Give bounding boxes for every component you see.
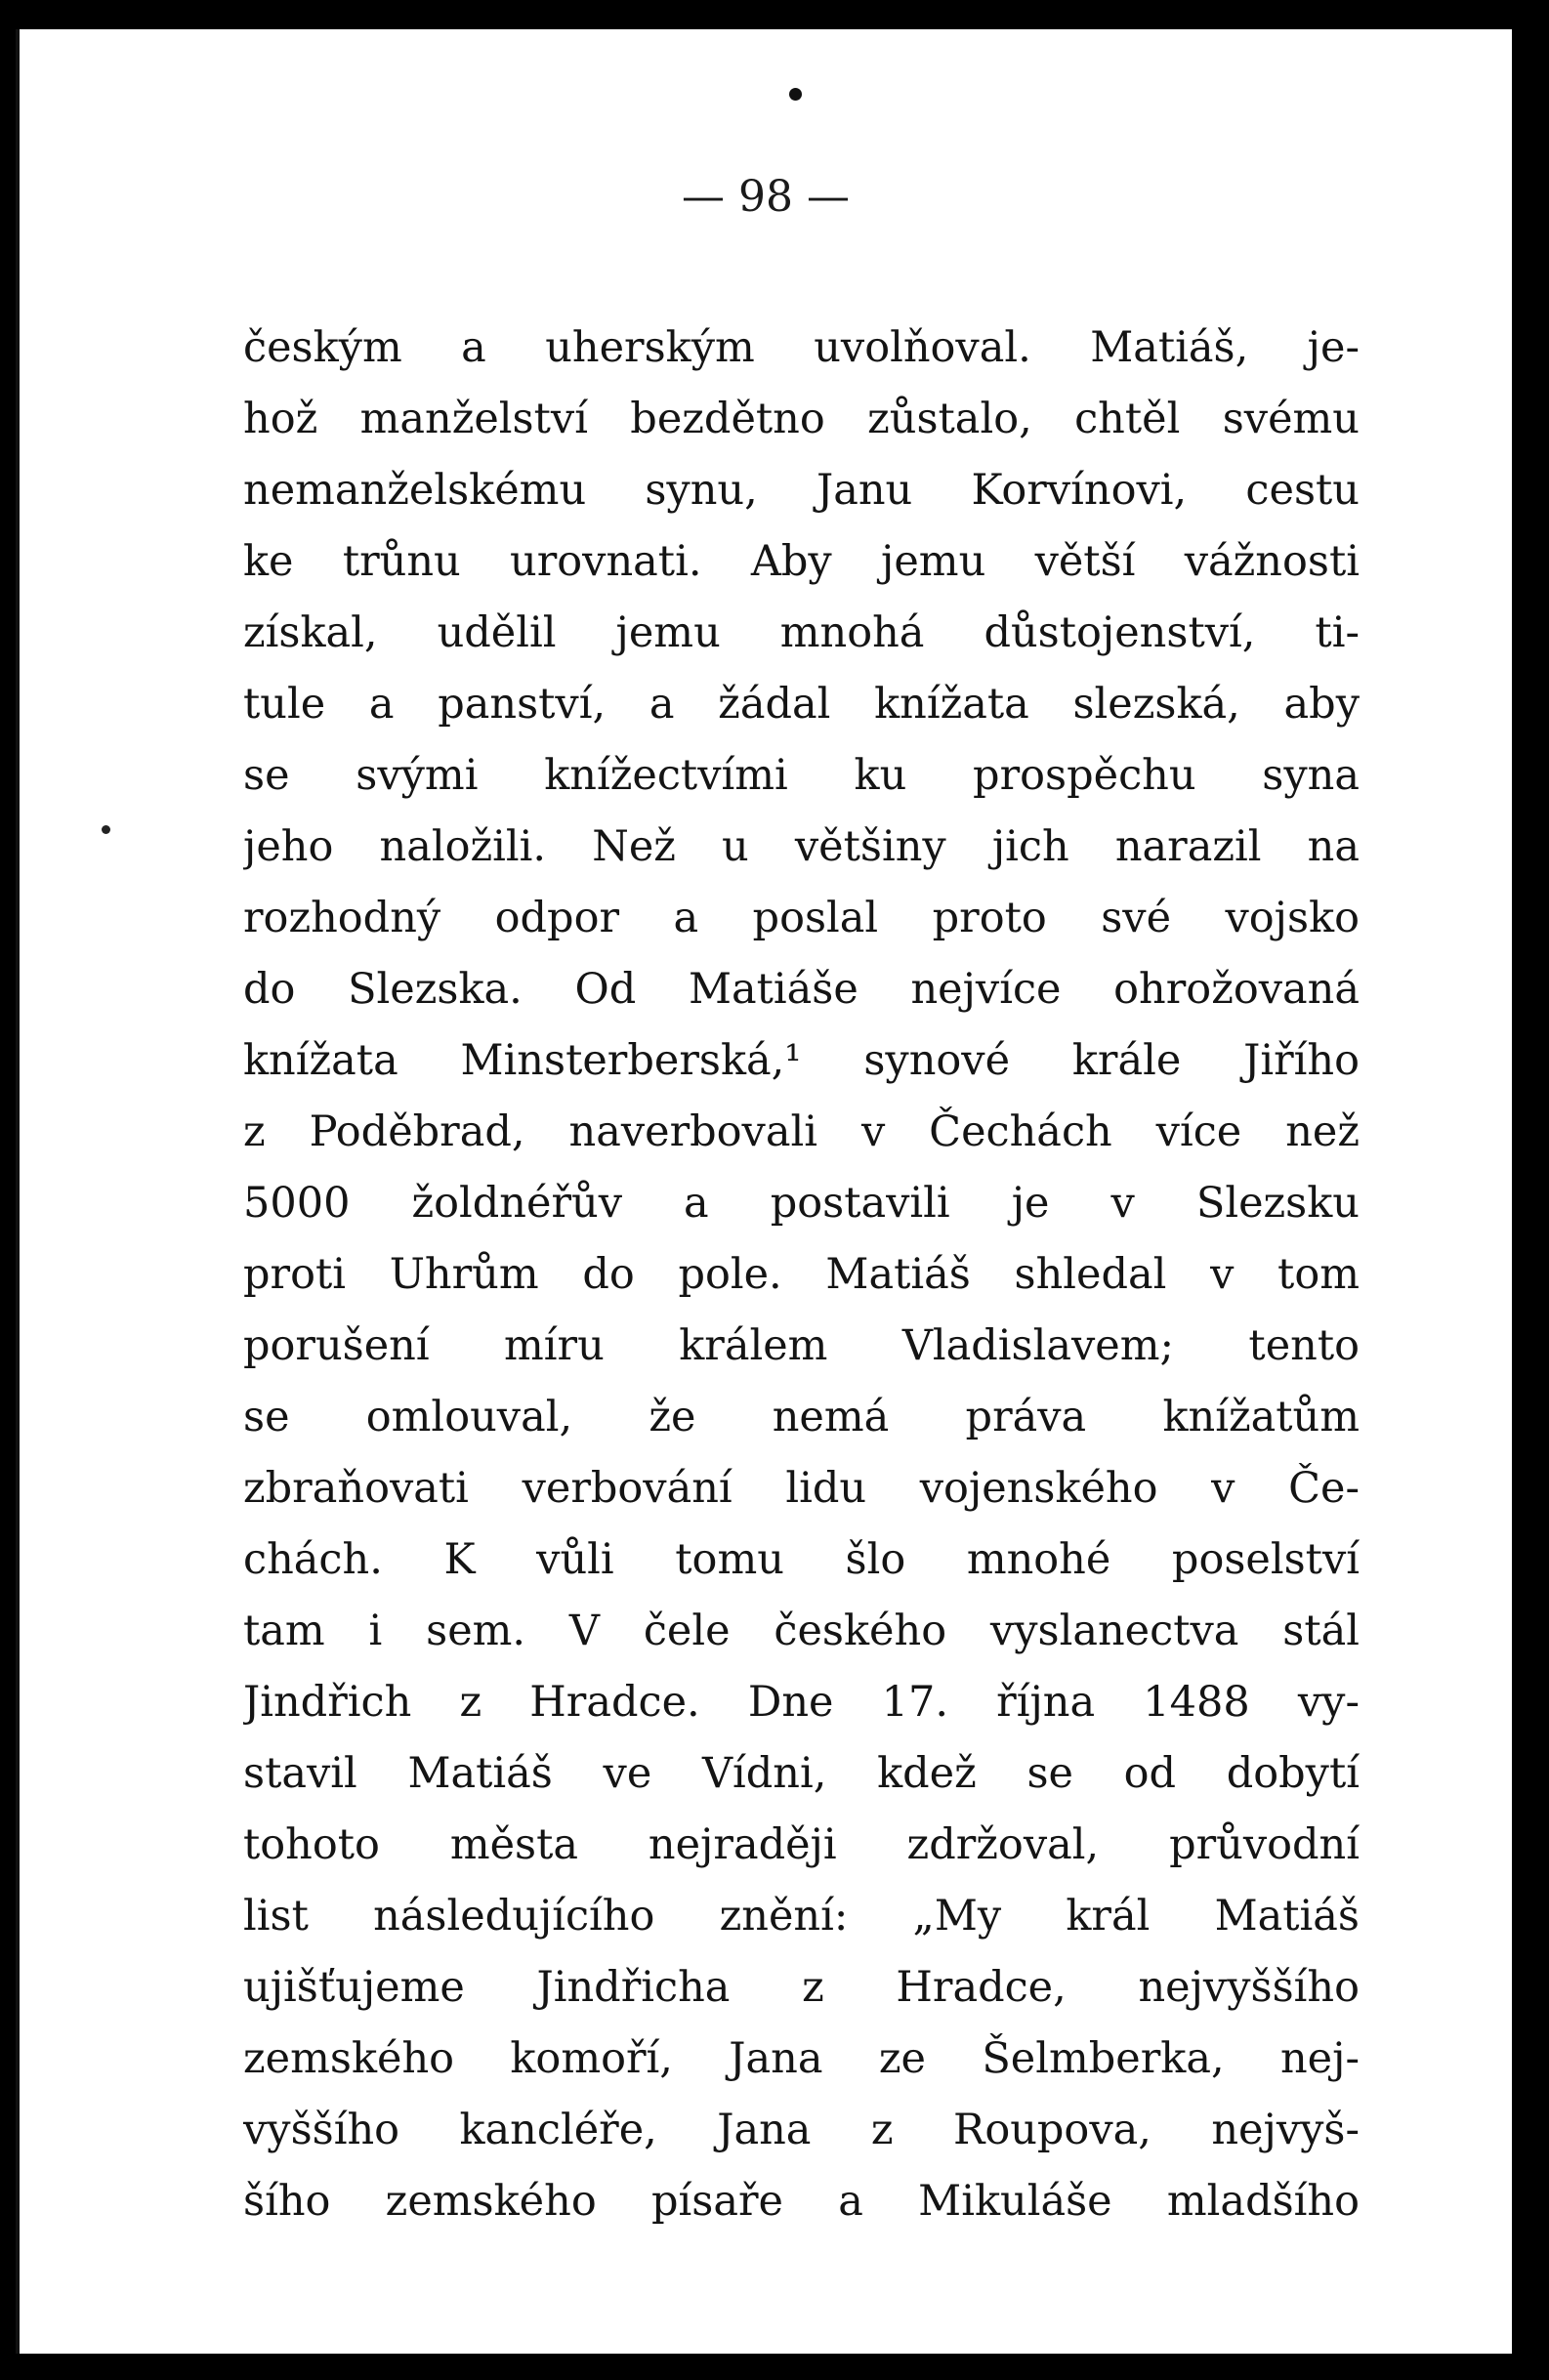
text-line: se omlouval, že nemá práva knížatům (243, 1393, 1360, 1441)
text-line: tohoto města nejraději zdržoval, průvodní (243, 1820, 1360, 1869)
text-line: list následujícího znění: „My král Matiáš (243, 1892, 1360, 1941)
text-line: z Poděbrad, naverbovali v Čechách více než (243, 1107, 1360, 1156)
body-text (243, 313, 1360, 2237)
text-line: ke trůnu urovnati. Aby jemu větší vážnosti (243, 537, 1360, 586)
text-line: tule a panství, a žádal knížata slezská, aby (243, 680, 1360, 729)
text-line: zbraňovati verbování lidu vojenského v Če- (243, 1464, 1360, 1513)
text-line: rozhodný odpor a poslal proto své vojsko (243, 894, 1360, 942)
text-line: porušení míru králem Vladislavem; tento (243, 1321, 1360, 1370)
text-line: 5000 žoldnéřův a postavili je v Slezsku (243, 1179, 1360, 1228)
text-line: vyššího kancléře, Jana z Roupova, nejvyš- (243, 2106, 1360, 2154)
book-page (16, 29, 1512, 2354)
text-line: hož manželství bezdětno zůstalo, chtěl svému (243, 395, 1360, 443)
text-line: do Slezska. Od Matiáše nejvíce ohrožovaná (243, 965, 1360, 1014)
text-line: českým a uherským uvolňoval. Matiáš, je- (243, 323, 1360, 372)
page-number: — 98 — (682, 172, 850, 222)
text-line: stavil Matiáš ve Vídni, kdež se od dobytí (243, 1749, 1360, 1798)
text-line: knížata Minsterberská,¹ synové krále Jiřího (243, 1036, 1360, 1085)
text-line: zemského komoří, Jana ze Šelmberka, nej- (243, 2034, 1360, 2083)
text-line: se svými knížectvími ku prospěchu syna (243, 751, 1360, 800)
text-line: tam i sem. V čele českého vyslanectva stál (243, 1607, 1360, 1655)
ink-dot (789, 88, 802, 101)
text-line: získal, udělil jemu mnohá důstojenství, ti- (243, 608, 1360, 657)
text-line: proti Uhrům do pole. Matiáš shledal v tom (243, 1250, 1360, 1299)
text-line: ujišťujeme Jindřicha z Hradce, nejvyššího (243, 1963, 1360, 2012)
text-line: šího zemského písaře a Mikuláše mladšího (243, 2177, 1360, 2226)
margin-mark (102, 825, 110, 834)
text-line: nemanželskému synu, Janu Korvínovi, cestu (243, 466, 1360, 515)
text-line: jeho naložili. Než u většiny jich narazil na (243, 822, 1360, 871)
text-line: chách. K vůli tomu šlo mnohé poselství (243, 1535, 1360, 1584)
text-line: Jindřich z Hradce. Dne 17. října 1488 vy- (243, 1678, 1360, 1727)
